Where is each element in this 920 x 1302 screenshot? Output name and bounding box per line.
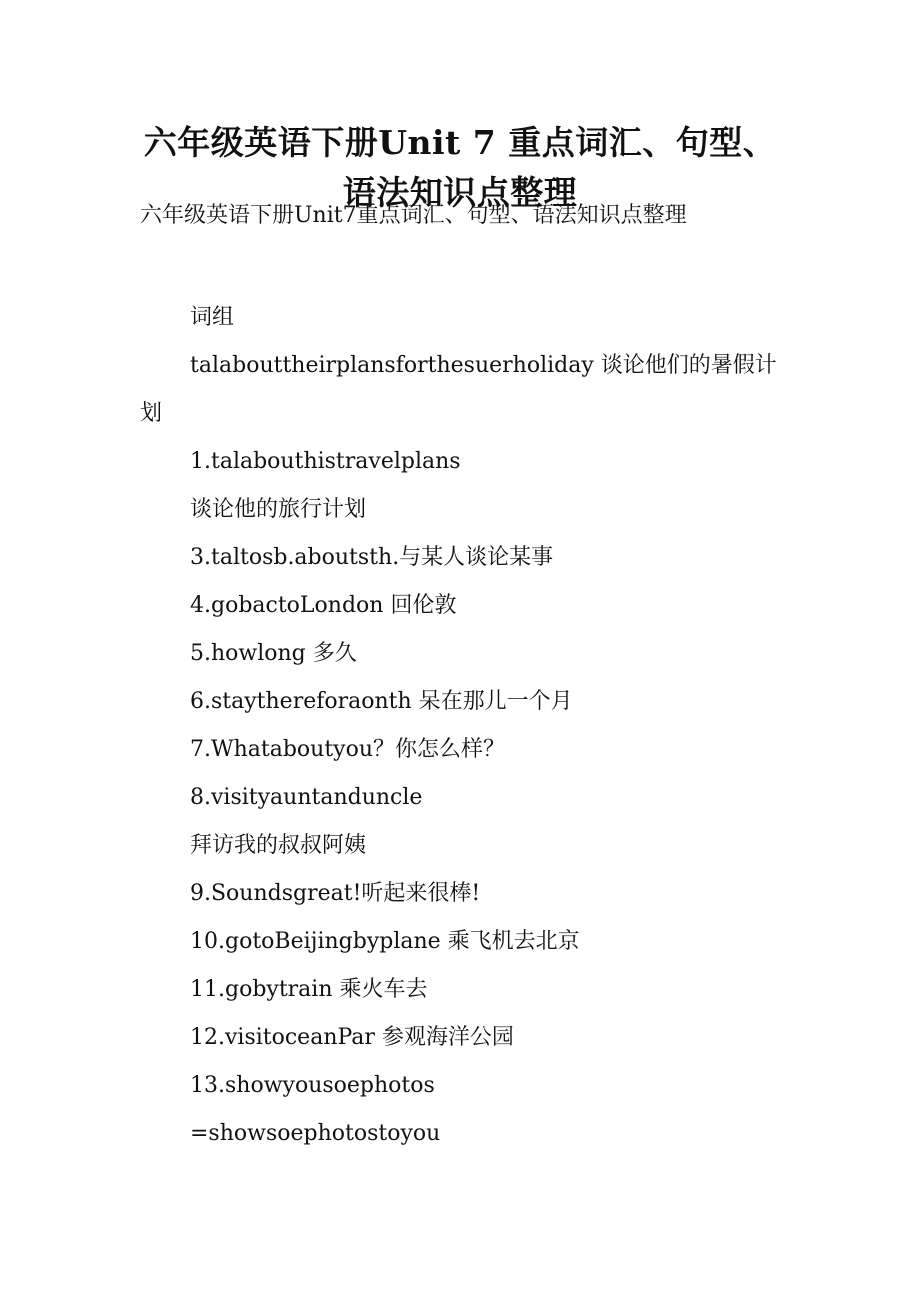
list-item: 谈论他的旅行计划 (190, 497, 367, 522)
list-item: =showsoephotostoyou (190, 1121, 441, 1146)
list-item: 6.staythereforaonth 呆在那儿一个月 (190, 689, 573, 714)
list-item: 11.gobytrain 乘火车去 (190, 977, 428, 1002)
list-item: 9.Soundsgreat!听起来很棒! (190, 881, 481, 906)
list-item: 3.taltosb.aboutsth.与某人谈论某事 (190, 545, 554, 570)
document-title: 六年级英语下册Unit 7 重点词汇、句型、语法知识点整理 (143, 123, 777, 213)
list-item: 10.gotoBeijingbyplane 乘飞机去北京 (190, 929, 580, 954)
list-item: 5.howlong 多久 (190, 641, 357, 666)
section-heading: 词组 (190, 305, 235, 330)
intro-paragraph: talabouttheirplansforthesuerholiday 谈论他们的暑假计划 (140, 353, 777, 426)
list-item: 拜访我的叔叔阿姨 (190, 833, 367, 858)
list-item: 4.gobactoLondon 回伦敦 (190, 593, 457, 618)
list-item: 7.Whataboutyou？你怎么样？ (190, 737, 506, 762)
document-body (140, 294, 790, 1158)
document-subtitle: 六年级英语下册Unit7重点词汇、句型、语法知识点整理 (140, 203, 687, 228)
list-item: 1.talabouthistravelplans (190, 449, 461, 474)
list-item: 8.visityauntanduncle (190, 785, 423, 810)
list-item: 13.showyousoephotos (190, 1073, 435, 1098)
list-item: 12.visitoceanPar 参观海洋公园 (190, 1025, 514, 1050)
